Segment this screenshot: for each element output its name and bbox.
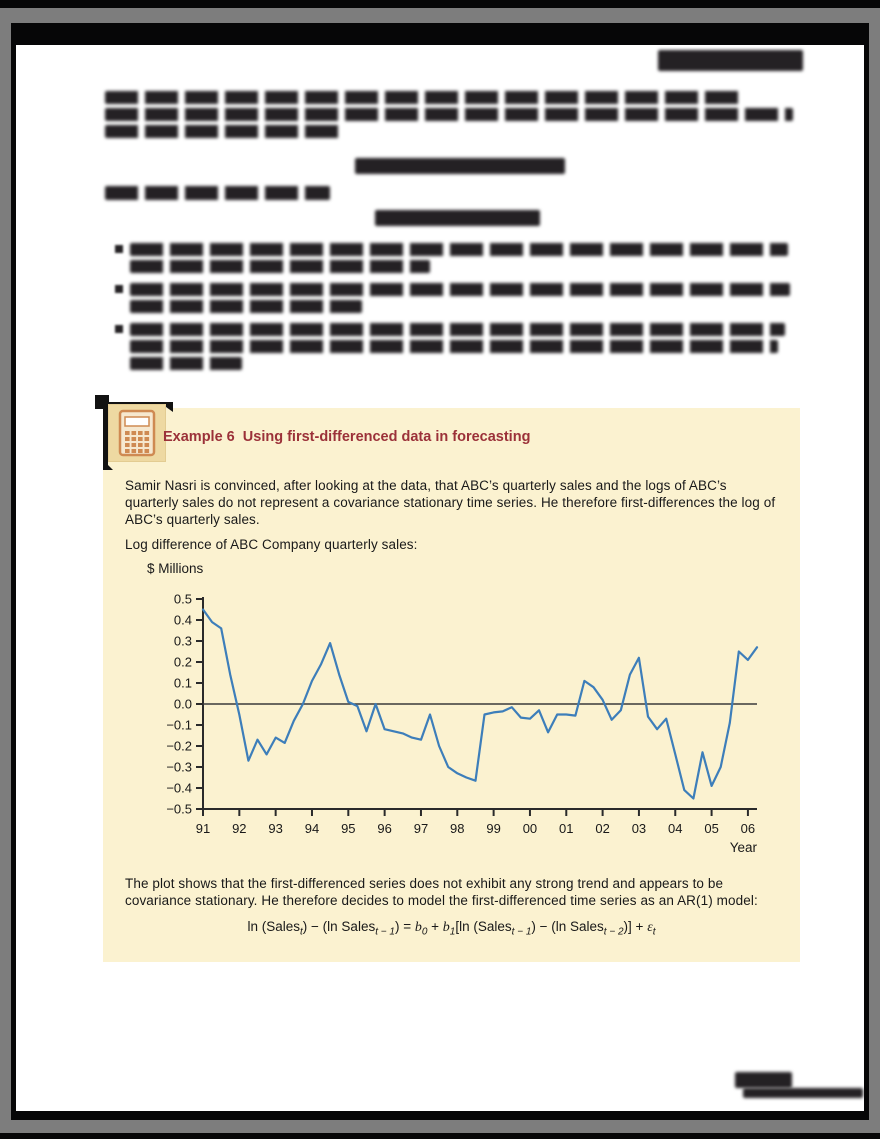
x-tick-label: 95 — [341, 821, 356, 836]
y-tick-label: 0.4 — [173, 612, 192, 628]
ar1-equation: ln (Sales$_t$) − (ln Sales$_{t - 1}$) = $b_0 + b_1[\ln$ (Sales$_{t - 1}$) − (ln Sales$_{t - 2}$)] + $\varepsilon_t$ — [247, 919, 656, 938]
redacted-text-line — [130, 243, 788, 256]
y-tick-label: −0.1 — [166, 717, 192, 733]
x-tick-label: 04 — [668, 821, 683, 836]
x-tick-label: 02 — [595, 821, 610, 836]
x-tick-label: 94 — [304, 821, 320, 836]
redacted-text-line — [130, 283, 790, 296]
y-tick-label: −0.3 — [166, 759, 192, 775]
redacted-text-line — [130, 323, 785, 336]
bullet-marker — [115, 245, 123, 253]
frame-trim-top — [0, 8, 880, 23]
redacted-text-line — [105, 186, 330, 200]
redacted-text-line — [130, 260, 430, 273]
frame-trim-bottom — [0, 1120, 880, 1133]
redacted-text-line — [735, 1072, 792, 1088]
x-tick-label: 00 — [522, 821, 538, 836]
redacted-text-line — [130, 300, 362, 313]
x-tick-label: 96 — [377, 821, 392, 836]
y-tick-label: −0.4 — [166, 780, 192, 796]
y-tick-label: 0.0 — [173, 696, 192, 712]
example-paragraph-2: Log difference of ABC Company quarterly sales: — [125, 537, 418, 552]
x-tick-label: 06 — [740, 821, 756, 836]
example-title: Example 6 Using first-differenced data in forecasting — [163, 429, 531, 445]
x-tick-label: 05 — [704, 821, 719, 836]
y-tick-label: 0.1 — [173, 675, 192, 691]
x-tick-label: 92 — [232, 821, 247, 836]
redacted-text-line — [130, 340, 778, 353]
example-paragraph-3: The plot shows that the first-differenced series does not exhibit any strong trend and appears to be covariance stationary. He therefore decides to model the first-differenced time series as an AR(1) model: — [125, 876, 758, 908]
redacted-text-line — [375, 210, 540, 226]
redacted-text-line — [658, 50, 803, 71]
redacted-text-line — [105, 125, 345, 138]
y-tick-label: −0.2 — [166, 738, 192, 754]
bullet-marker — [115, 285, 123, 293]
calculator-icon — [117, 409, 157, 457]
x-tick-label: 97 — [413, 821, 429, 836]
x-tick-label: 99 — [486, 821, 501, 836]
x-tick-label: 98 — [450, 821, 465, 836]
y-tick-label: 0.2 — [173, 654, 192, 670]
redacted-text-line — [743, 1088, 863, 1098]
x-tick-label: 01 — [559, 821, 574, 836]
x-tick-label: 91 — [195, 821, 211, 836]
y-tick-label: −0.5 — [166, 801, 192, 817]
redacted-text-line — [355, 158, 565, 174]
y-tick-label: 0.3 — [173, 633, 192, 649]
y-tick-label: 0.5 — [173, 591, 192, 607]
redacted-text-line — [130, 357, 242, 370]
bullet-marker — [115, 325, 123, 333]
redacted-text-line — [105, 108, 793, 121]
x-tick-label: 03 — [631, 821, 647, 836]
x-axis-title: Year — [729, 840, 757, 855]
frame-trim-right — [869, 8, 880, 1133]
example-paragraph-1: Samir Nasri is convinced, after looking at the data, that ABC’s quarterly sales and the logs of ABC’s quarterly sales do not represent a covariance stationary time series. He therefore first-differences the log of ABC’s quarterly sales. — [125, 478, 776, 527]
icon-tile — [108, 404, 166, 462]
frame-trim-left — [0, 8, 11, 1133]
redacted-text-line — [105, 91, 745, 104]
sales-chart — [133, 556, 793, 861]
y-axis-title: $ Millions — [147, 561, 204, 576]
x-tick-label: 93 — [268, 821, 283, 836]
